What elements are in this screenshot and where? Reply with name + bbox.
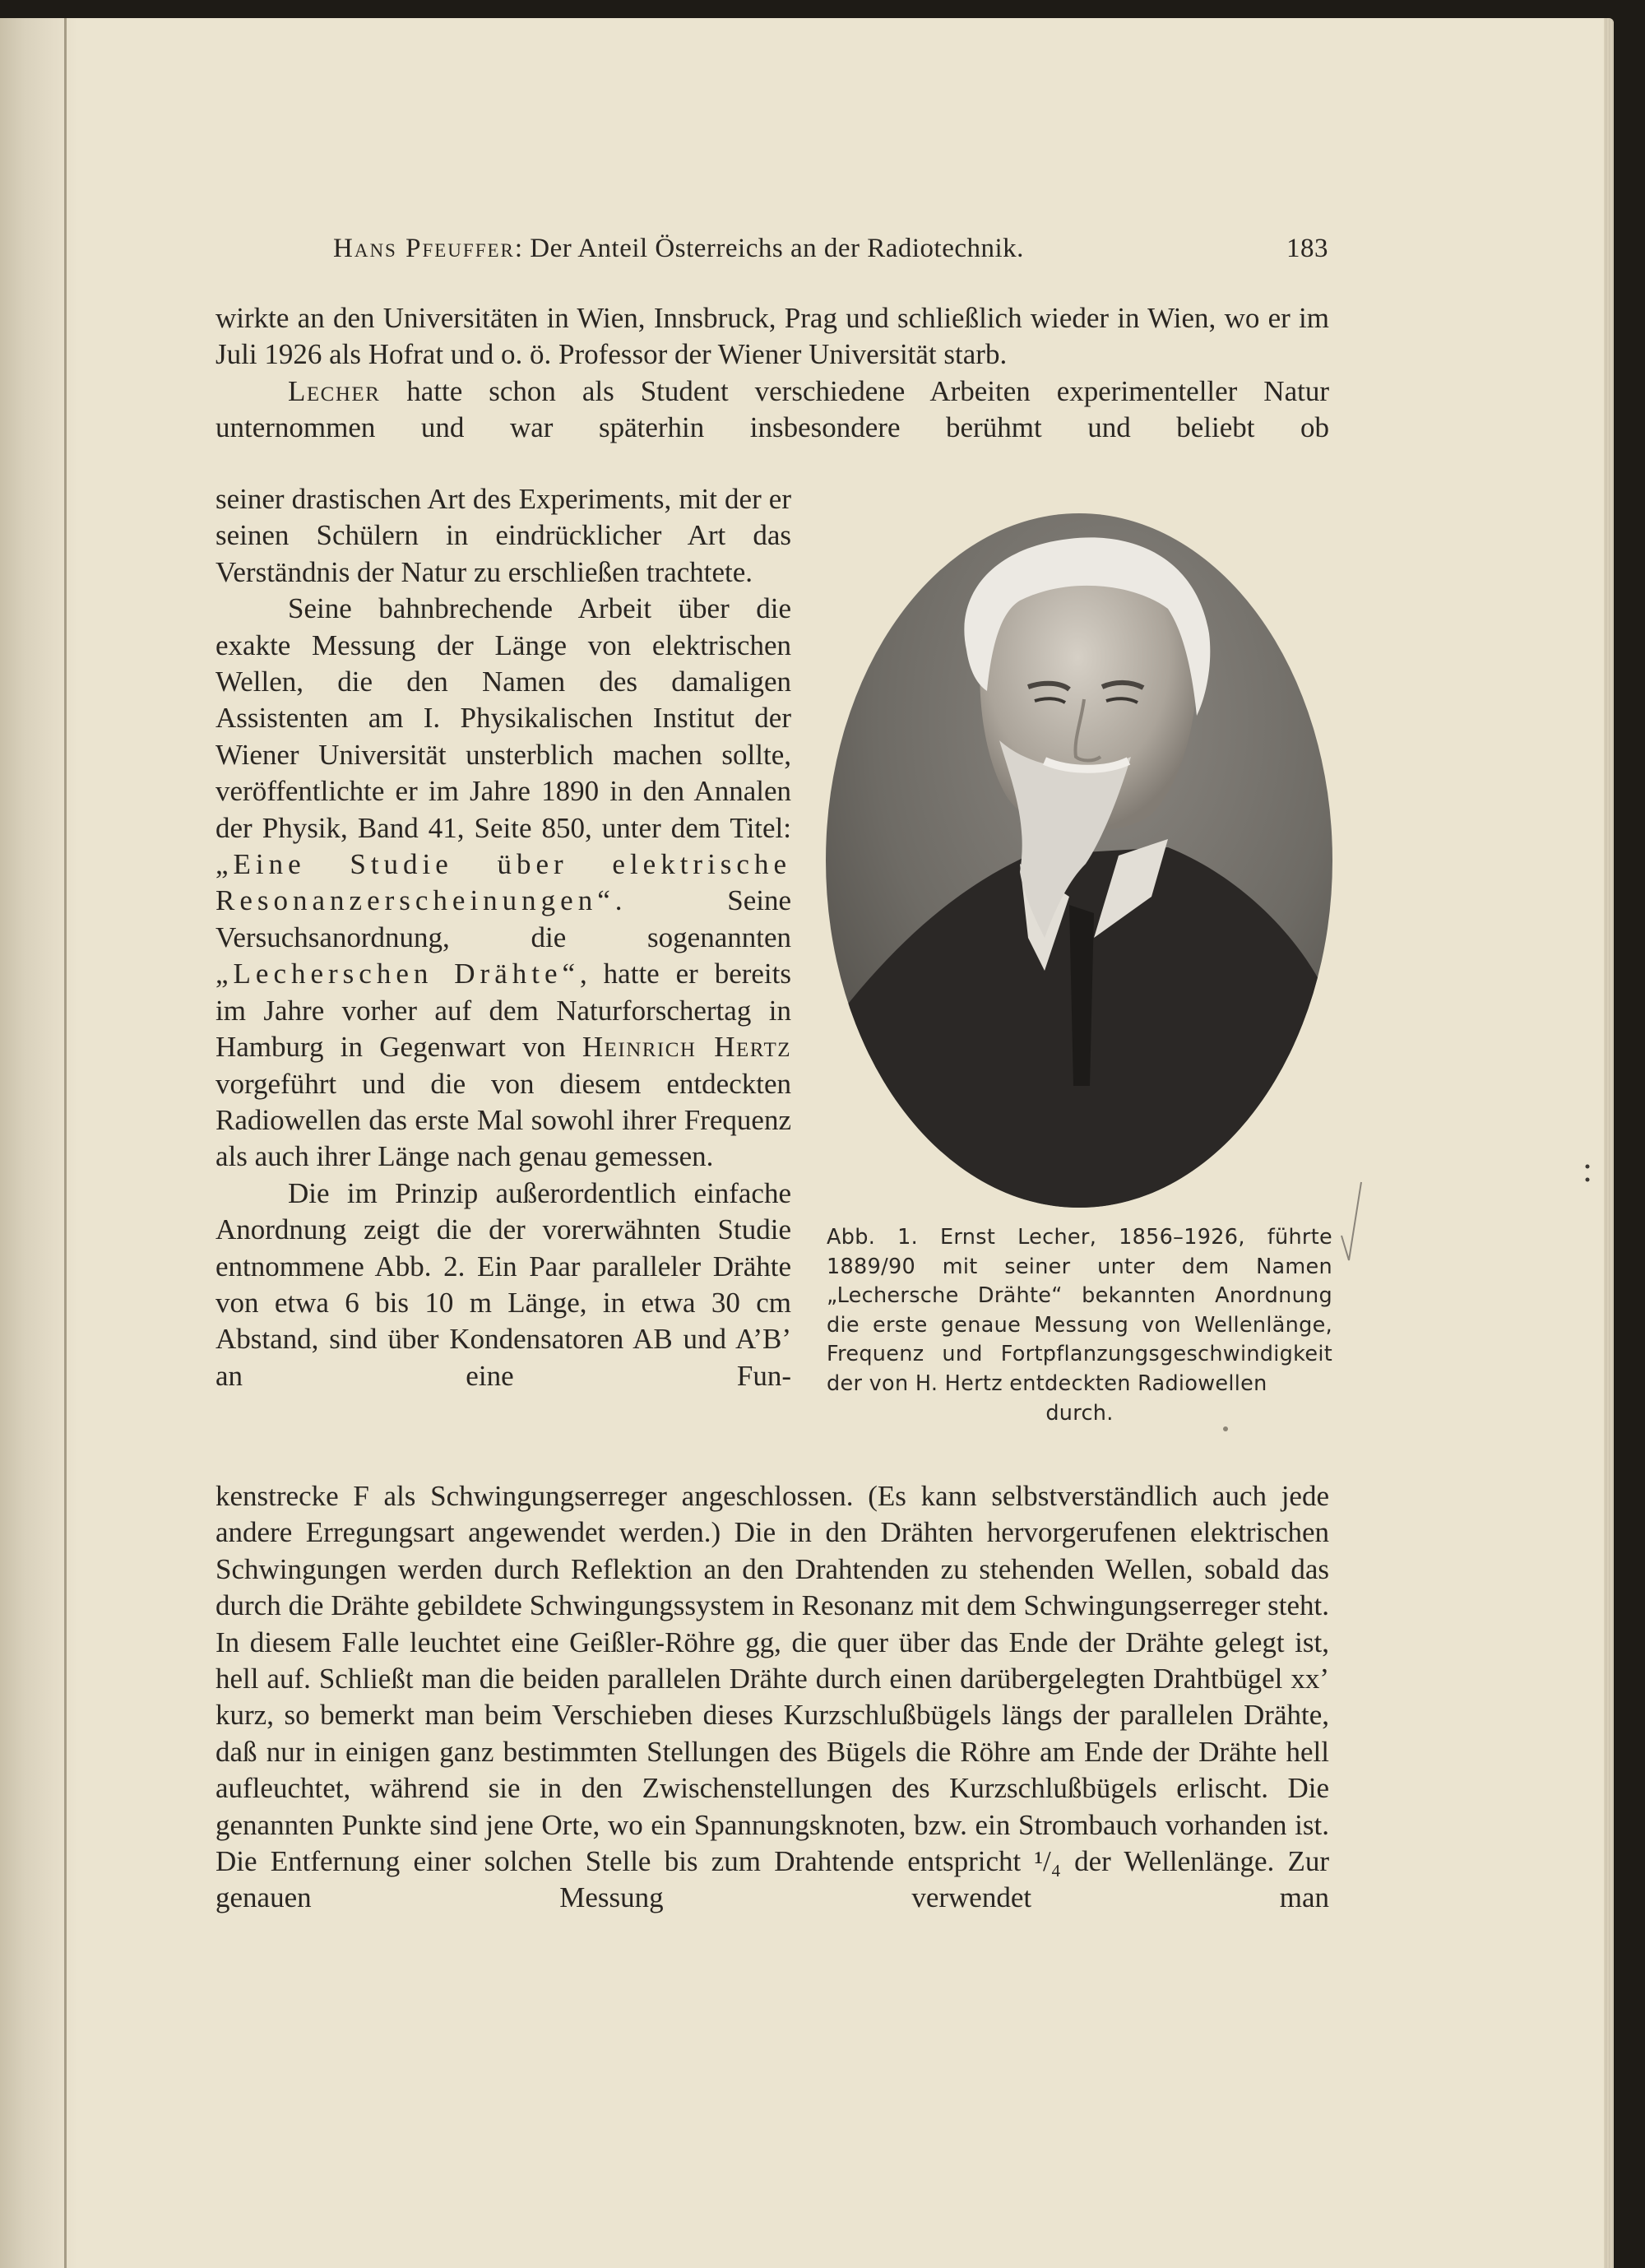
paragraph-3-text-c: , hatte er bereits im Jahre vorher auf dem Naturforschertag in Hamburg in Gegenwart von — [215, 958, 791, 1064]
paragraph-1: wirkte an den Universitäten in Wien, Innsbruck, Prag und schließlich wieder in Wien, wo er im Juli 1926 als Hofrat und o. ö. Professor der Wiener Universität starb. — [215, 302, 1329, 371]
caption-end: durch. — [1045, 1400, 1114, 1426]
lecher-wires-term: „Lecherschen Drähte“ — [215, 958, 581, 990]
text-column-left — [215, 481, 791, 1394]
portrait-photo — [822, 510, 1337, 1211]
pencil-check-mark — [1339, 1178, 1364, 1269]
text-block-top — [215, 300, 1329, 447]
paragraph-3-text-d: vorgeführt und die von diesem entdeckten Radiowellen das erste Mal sowohl ihrer Frequenz als auch ihrer Länge nach genau gemessen. — [215, 1067, 791, 1173]
figure-caption — [827, 1223, 1332, 1428]
paragraph-2-text-a: hatte schon als Student verschiedene Arbeiten experimenteller Natur unternommen und war späterhin insbesondere berühmt und beliebt ob — [215, 374, 1329, 444]
paragraph-4-start: Die im Prinzip außerordentlich einfache Anordnung zeigt die der vorerwähnten Studie entnommene Abb. 2. Ein Paar paralleler Drähte von etwa 6 bis 10 m Länge, in etwa 30 cm Abstand, sind über Kondensatoren AB und A’B’ an eine Fun- — [215, 1176, 791, 1392]
text-block-bottom — [215, 1478, 1329, 1917]
paragraph-2-continued: seiner drastischen Art des Experiments, mit der er seinen Schülern in eindrücklicher Art das Verständnis der Natur zu erschließen trachtete. — [215, 483, 791, 588]
paragraph-2-start — [215, 373, 1329, 447]
page-edge — [1604, 18, 1614, 2268]
paper-speck — [1223, 1426, 1228, 1431]
name-lecher: Lecher — [288, 374, 381, 407]
caption-main: Abb. 1. Ernst Lecher, 1856–1926, führte 1889/90 mit seiner unter dem Namen „Lechersche Drähte“ bekannten Anordnung die erste genaue Messung von Wellenlänge, Frequenz und Fortpflanzungsgeschwindigkeit der von H. Hertz entdeckten Radiowellen — [827, 1225, 1332, 1396]
paragraph-3-text-a: Seine bahnbrechende Arbeit über die exakte Messung der Länge von elektrischen Wellen, die den Namen des damaligen Assistenten am I. Physikalischen Institut der Wiener Universität unsterblich machen sollte, veröffentlichte er im Jahre 1890 in den Annalen der Physik, Band 41, Seite 850, unter dem Titel: — [215, 592, 791, 844]
book-page — [0, 18, 1614, 2268]
running-header — [333, 234, 1328, 264]
page-number: 183 — [1286, 234, 1328, 263]
binding-line — [64, 18, 67, 2268]
paragraph-3-text-b: . Seine Versuchsanordnung, die sogenannten — [215, 884, 791, 953]
name-hertz: Heinrich Hertz — [582, 1031, 791, 1064]
header-title: : Der Anteil Österreichs an der Radiotechnik. — [514, 234, 1024, 263]
margin-dots — [1583, 1162, 1592, 1186]
paragraph-3 — [215, 591, 791, 1176]
header-author: Hans Pfeuffer — [333, 234, 515, 263]
paragraph-4-continued: kenstrecke F als Schwingungserreger angeschlossen. (Es kann selbstverständlich auch jede andere Erregungsart angewendet werden.) Die in den Drähten hervorgerufenen elektrischen Schwingungen werden durch Reflektion an den Drahtenden zu stehenden Wellen, sobald das durch die Drähte gebildete Schwingungssystem in Resonanz mit dem Schwingungserreger steht. In diesem Falle leuchtet eine Geißler-Röhre gg, die quer über das Ende der Drähte gelegt ist, hell auf. Schließt man die beiden parallelen Drähte durch einen darübergelegten Drahtbügel xx’ kurz, so bemerkt man beim Verschieben dieses Kurzschlußbügels längs der parallelen Drähte, daß nur in einigen ganz bestimmten Stellungen des Bügels die Röhre am Ende der Drähte hell aufleuchtet, während sie in den Zwischenstellungen des Kurzschlußbügels erlischt. Die genannten Punkte sind jene Orte, wo ein Spannungsknoten, bzw. ein Strombauch vorhanden ist. Die Entfernung einer solchen Stelle bis zum Drahtende entspricht ¹/₄ der Wellenlänge. Zur genauen Messung verwendet man — [215, 1480, 1329, 1914]
paper-title: „Eine Studie über elektrische Resonanzerscheinungen“ — [215, 848, 791, 917]
